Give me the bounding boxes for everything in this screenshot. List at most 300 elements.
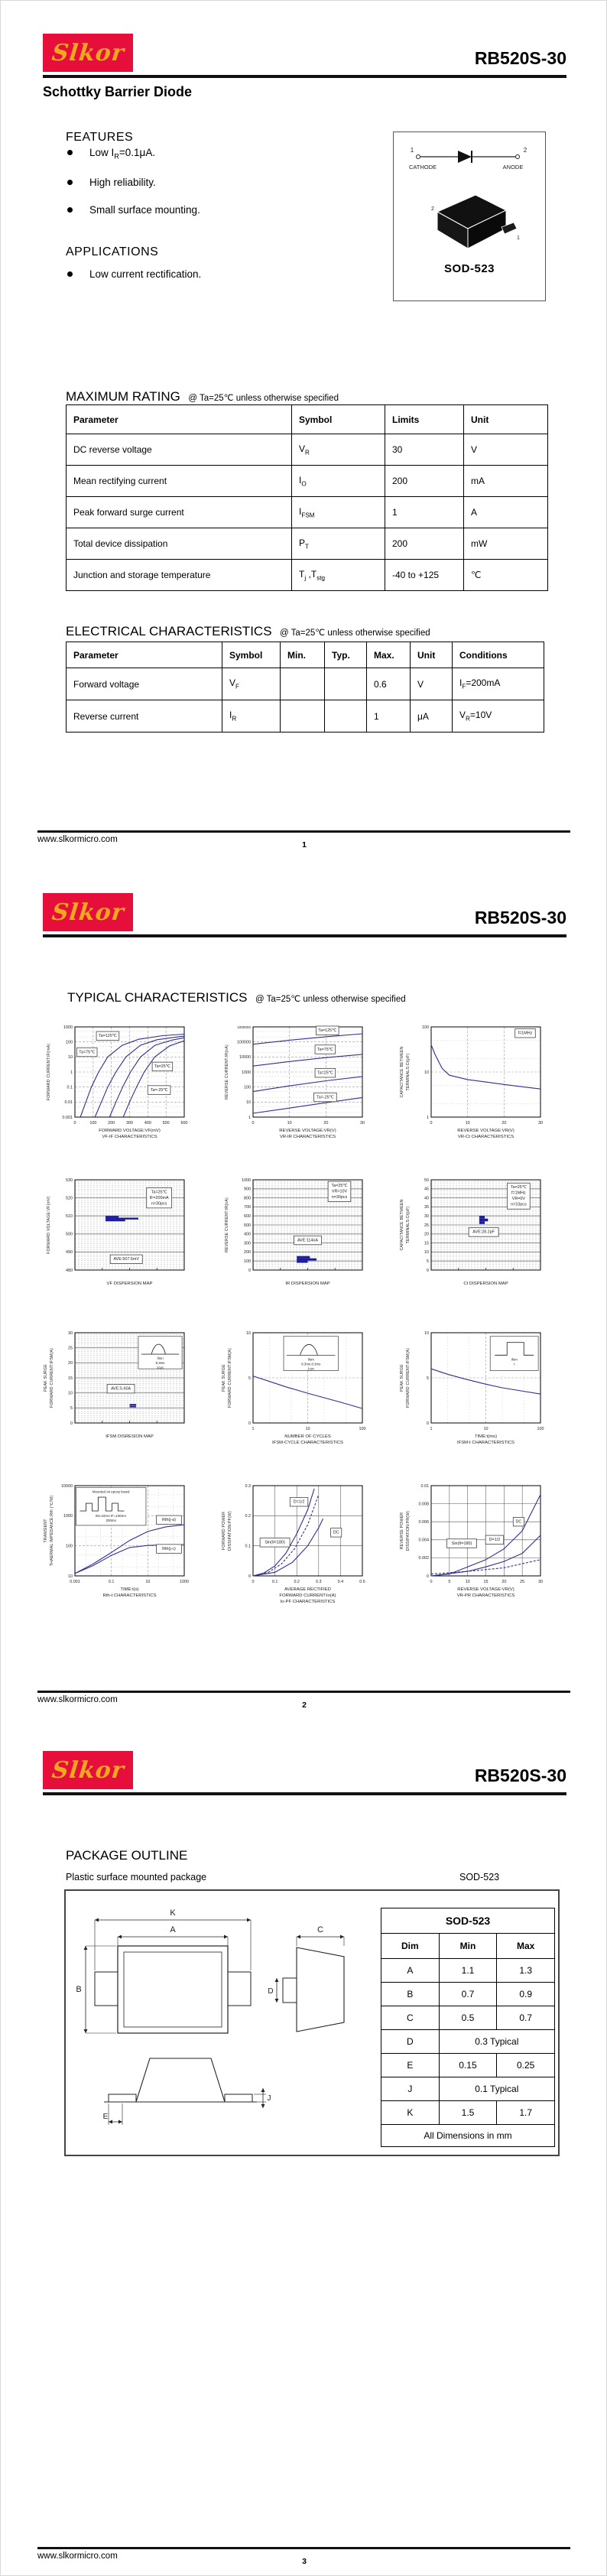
svg-text:20: 20 [323, 1121, 329, 1126]
svg-text:0: 0 [248, 1268, 251, 1273]
svg-text:5: 5 [70, 1406, 73, 1411]
svg-text:45: 45 [424, 1187, 429, 1192]
svg-text:Ifsm: Ifsm [307, 1357, 314, 1362]
svg-text:0.01: 0.01 [420, 1483, 429, 1489]
svg-text:TIME:t(s): TIME:t(s) [120, 1587, 139, 1592]
dim-max: 0.7 [497, 2006, 555, 2030]
svg-text:REVERSE POWER: REVERSE POWER [400, 1512, 404, 1550]
svg-text:40: 40 [424, 1196, 429, 1201]
svg-text:10: 10 [483, 1427, 489, 1431]
table-cell: mA [464, 466, 548, 497]
svg-text:TERMINALS:Ct(pF): TERMINALS:Ct(pF) [406, 1053, 411, 1091]
svg-text:FORWARD VOLTAGE:VF(mV): FORWARD VOLTAGE:VF(mV) [47, 1196, 51, 1254]
table-row [67, 700, 544, 733]
website-link-2[interactable]: www.slkormicro.com [37, 1695, 118, 1704]
svg-text:30: 30 [538, 1580, 543, 1584]
table-cell [325, 668, 367, 700]
table-row [381, 1983, 555, 2006]
chart-rth-t [39, 1481, 213, 1634]
package-outline-type: SOD-523 [459, 1872, 500, 1882]
table-row [67, 560, 548, 591]
svg-text:0.1: 0.1 [67, 1085, 73, 1090]
svg-text:500: 500 [66, 1232, 73, 1237]
max-rating-condition: @ Ta=25℃ unless otherwise specified [188, 394, 339, 403]
svg-text:AVE:28.2pF: AVE:28.2pF [472, 1230, 495, 1235]
table-cell: $V_R=10V$ [453, 700, 544, 733]
svg-text:Ta=-25℃: Ta=-25℃ [150, 1087, 168, 1093]
svg-text:PEAK SURGE: PEAK SURGE [222, 1364, 226, 1392]
svg-text:FORWARD CURRENT:Io(A): FORWARD CURRENT:Io(A) [279, 1593, 336, 1598]
list-item [67, 147, 358, 161]
svg-text:200: 200 [244, 1250, 251, 1256]
svg-text:NUMBER OF CYCLES: NUMBER OF CYCLES [284, 1434, 331, 1439]
svg-text:Ta=75℃: Ta=75℃ [316, 1047, 333, 1052]
svg-text:0.4: 0.4 [337, 1580, 344, 1584]
svg-text:0: 0 [427, 1574, 429, 1579]
svg-text:Ta=25℃: Ta=25℃ [151, 1190, 167, 1195]
column-header: Symbol [222, 642, 281, 668]
svg-text:50: 50 [424, 1178, 429, 1183]
package-outline-subheading: Plastic surface mounted package [66, 1872, 207, 1882]
package-preview-box [393, 132, 546, 301]
table-cell [325, 700, 367, 733]
svg-text:FORWARD POWER: FORWARD POWER [222, 1511, 226, 1551]
svg-text:FORWARD CURRENT:IFSM(A): FORWARD CURRENT:IFSM(A) [50, 1347, 54, 1408]
svg-text:VR-PR CHARACTERISTICS: VR-PR CHARACTERISTICS [456, 1593, 515, 1598]
table-cell: Peak forward surge current [67, 497, 292, 528]
svg-text:Ifsm: Ifsm [511, 1357, 518, 1362]
svg-text:t: t [514, 1362, 515, 1366]
table-cell: $I_R$ [222, 700, 281, 733]
svg-text:0: 0 [430, 1121, 433, 1126]
part-number: RB520S-30 [474, 908, 566, 927]
svg-text:DISSIPATION:PR(W): DISSIPATION:PR(W) [406, 1510, 411, 1551]
svg-text:10: 10 [305, 1427, 310, 1431]
svg-text:300: 300 [244, 1241, 251, 1246]
svg-text:REVERSE CURRENT:IR(nA): REVERSE CURRENT:IR(nA) [225, 1197, 229, 1252]
svg-text:VF-IF CHARACTERISTICS: VF-IF CHARACTERISTICS [102, 1135, 157, 1139]
svg-text:5: 5 [448, 1580, 451, 1584]
svg-text:Sin(θ=180): Sin(θ=180) [451, 1541, 472, 1546]
header-rule [43, 1792, 566, 1795]
svg-text:AVE:5.60A: AVE:5.60A [111, 1386, 131, 1392]
table-cell: DC reverse voltage [67, 434, 292, 466]
table-cell: Reverse current [67, 700, 222, 733]
svg-text:0.3: 0.3 [316, 1580, 322, 1584]
svg-text:Rth(j-a): Rth(j-a) [161, 1518, 176, 1523]
svg-text:100: 100 [359, 1427, 366, 1431]
svg-text:30: 30 [68, 1330, 73, 1336]
list-item-label: Small surface mounting. [89, 203, 200, 216]
svg-text:25: 25 [520, 1580, 525, 1584]
dim-max: 1.7 [497, 2101, 555, 2125]
elec-char-heading [66, 624, 430, 639]
svg-text:530: 530 [66, 1178, 73, 1183]
svg-text:2: 2 [431, 206, 434, 212]
svg-text:1000: 1000 [242, 1070, 251, 1075]
svg-text:0.004: 0.004 [418, 1538, 429, 1543]
svg-text:10: 10 [246, 1330, 251, 1336]
package-3d-image [416, 181, 523, 258]
svg-text:1000: 1000 [242, 1178, 251, 1183]
svg-text:VR=0V: VR=0V [511, 1197, 526, 1202]
page-number-2: 2 [302, 1701, 307, 1710]
svg-text:15: 15 [68, 1376, 73, 1381]
table-cell: V [411, 668, 453, 700]
dim-min: 1.5 [439, 2101, 497, 2125]
svg-text:5: 5 [427, 1259, 429, 1264]
svg-text:0: 0 [427, 1421, 429, 1426]
svg-text:0.2: 0.2 [245, 1514, 251, 1519]
list-item [67, 177, 358, 188]
dim-value: 0.3 Typical [439, 2030, 554, 2054]
svg-text:DC: DC [515, 1519, 522, 1525]
svg-text:TERMINALS:Ct(pF): TERMINALS:Ct(pF) [406, 1206, 411, 1244]
svg-text:CAPACITANCE BETWEEN: CAPACITANCE BETWEEN [400, 1199, 404, 1251]
bullet-icon [67, 180, 73, 185]
table-cell: mW [464, 528, 548, 560]
svg-text:REVERSE VOLTAGE:VR(V): REVERSE VOLTAGE:VR(V) [279, 1129, 336, 1133]
svg-text:100: 100 [66, 1544, 73, 1549]
svg-text:D=1/2: D=1/2 [489, 1538, 501, 1543]
table-row [67, 668, 544, 700]
dim-table-title: SOD-523 [381, 1908, 555, 1934]
table-row [67, 466, 548, 497]
list-item-label: Low $I_R=0.1\mu A$. [89, 147, 156, 161]
page-number-1: 1 [302, 840, 307, 849]
website-link-3[interactable]: www.slkormicro.com [37, 2552, 118, 2561]
svg-text:300: 300 [126, 1121, 133, 1126]
svg-text:400: 400 [244, 1232, 251, 1237]
svg-text:1000000: 1000000 [237, 1025, 251, 1029]
svg-text:25: 25 [68, 1346, 73, 1351]
svg-text:490: 490 [66, 1250, 73, 1256]
svg-text:10: 10 [465, 1580, 470, 1584]
svg-text:100: 100 [422, 1025, 429, 1030]
svg-text:0: 0 [252, 1121, 255, 1126]
svg-text:Rth-t CHARACTERISTICS: Rth-t CHARACTERISTICS [102, 1593, 157, 1598]
svg-text:1000: 1000 [180, 1580, 189, 1584]
dimension-table [381, 1908, 555, 2147]
footer-rule-3 [37, 2547, 570, 2549]
max-rating-table [66, 404, 548, 591]
logo-text: Slkor [50, 898, 126, 926]
svg-text:VR=10V: VR=10V [331, 1189, 348, 1194]
list-item-label: Low current rectification. [89, 268, 202, 280]
svg-text:AVE:507.6mV: AVE:507.6mV [113, 1257, 139, 1262]
svg-text:REVERSE CURRENT:IR(nA): REVERSE CURRENT:IR(nA) [225, 1044, 229, 1100]
chart-ifsm-t [395, 1328, 570, 1481]
dim-max: 0.9 [497, 1983, 555, 2006]
bullet-icon [67, 150, 73, 155]
svg-text:DISSIPATION:PF(W): DISSIPATION:PF(W) [228, 1511, 232, 1551]
table-row [381, 2077, 555, 2101]
svg-text:Io-PF CHARACTERISTICS: Io-PF CHARACTERISTICS [280, 1600, 336, 1604]
table-cell: 0.6 [367, 668, 411, 700]
table-row [381, 1959, 555, 1983]
svg-text:DC: DC [333, 1530, 339, 1535]
svg-text:200: 200 [108, 1121, 115, 1126]
svg-text:REVERSE VOLTAGE:VR(V): REVERSE VOLTAGE:VR(V) [457, 1587, 514, 1592]
svg-text:K: K [170, 1908, 176, 1918]
chart-vr-ir [217, 1022, 391, 1175]
svg-text:Ta=-25℃: Ta=-25℃ [316, 1095, 334, 1100]
svg-text:n=30pcs: n=30pcs [331, 1195, 348, 1200]
svg-text:10: 10 [424, 1250, 429, 1256]
list-item-label: High reliability. [89, 176, 156, 188]
chart-ifsm-cycle [217, 1328, 391, 1481]
svg-text:Ct DISPERSION MAP: Ct DISPERSION MAP [463, 1282, 508, 1286]
svg-text:15: 15 [483, 1580, 489, 1584]
spec-table [66, 404, 548, 591]
column-header: Typ. [325, 642, 367, 668]
dim-letter: B [381, 1983, 440, 2006]
svg-text:FORWARD CURRENT:IFSM(A): FORWARD CURRENT:IFSM(A) [406, 1347, 411, 1408]
dim-max: 1.3 [497, 1959, 555, 1983]
column-header: Max. [367, 642, 411, 668]
table-header-row [67, 405, 548, 434]
svg-text:0.1: 0.1 [108, 1580, 115, 1584]
svg-text:1cyc: 1cyc [157, 1366, 164, 1370]
svg-text:IFSM-CYCLE CHARACTERISTICS: IFSM-CYCLE CHARACTERISTICS [272, 1441, 343, 1445]
table-cell: ℃ [464, 560, 548, 591]
svg-text:Rth(j-c): Rth(j-c) [162, 1546, 176, 1551]
svg-text:5: 5 [248, 1376, 251, 1381]
svg-text:FORWARD VOLTAGE:VF(mV): FORWARD VOLTAGE:VF(mV) [99, 1129, 161, 1133]
svg-text:800: 800 [244, 1196, 251, 1201]
table-cell: $V_F$ [222, 668, 281, 700]
svg-text:20: 20 [424, 1232, 429, 1237]
svg-text:10000: 10000 [61, 1483, 73, 1489]
svg-text:C: C [317, 1925, 323, 1934]
svg-text:100: 100 [537, 1427, 544, 1431]
header-rule [43, 75, 566, 78]
svg-text:15: 15 [424, 1241, 429, 1246]
svg-text:1: 1 [427, 1115, 429, 1120]
svg-text:0.006: 0.006 [418, 1520, 429, 1525]
svg-text:10: 10 [287, 1121, 292, 1126]
table-cell: 1 [385, 497, 464, 528]
table-row [381, 2101, 555, 2125]
package-outline-box [64, 1889, 560, 2156]
dim-table-footer: All Dimensions in mm [381, 2125, 555, 2147]
svg-text:0.1: 0.1 [271, 1580, 278, 1584]
chart-vr-pr [395, 1481, 570, 1634]
svg-text:f=1MHz: f=1MHz [518, 1031, 533, 1036]
svg-text:CATHODE: CATHODE [408, 164, 437, 171]
table-row [67, 434, 548, 466]
svg-text:PEAK SURGE: PEAK SURGE [400, 1364, 404, 1392]
svg-text:VR-Ct CHARACTERISTICS: VR-Ct CHARACTERISTICS [457, 1135, 514, 1139]
svg-text:200ms: 200ms [105, 1519, 116, 1523]
table-cell: Forward voltage [67, 668, 222, 700]
list-item [67, 268, 358, 280]
svg-text:600: 600 [180, 1121, 188, 1126]
svg-text:0.3: 0.3 [245, 1483, 251, 1489]
dim-letter: J [381, 2077, 440, 2101]
svg-text:Ta=25℃: Ta=25℃ [316, 1070, 333, 1076]
applications-list [67, 268, 358, 296]
svg-text:Ta=125℃: Ta=125℃ [98, 1034, 117, 1039]
svg-text:PEAK SURGE: PEAK SURGE [44, 1364, 48, 1392]
package-name-label: SOD-523 [443, 262, 495, 275]
svg-text:520: 520 [66, 1196, 73, 1201]
bullet-icon [67, 271, 73, 277]
chart-io-pf [217, 1481, 391, 1634]
svg-text:A: A [170, 1925, 176, 1934]
svg-text:Ta=125℃: Ta=125℃ [318, 1028, 337, 1033]
svg-text:Ta=25℃: Ta=25℃ [331, 1184, 348, 1189]
table-cell: 200 [385, 466, 464, 497]
svg-text:900: 900 [244, 1187, 251, 1192]
table-cell [281, 700, 325, 733]
svg-text:1000: 1000 [63, 1514, 73, 1519]
svg-text:480: 480 [66, 1268, 73, 1273]
svg-text:0.001: 0.001 [70, 1580, 80, 1584]
page-number-3: 3 [302, 2557, 307, 2566]
list-item [67, 204, 358, 216]
column-header: Min [439, 1934, 497, 1959]
spec-table [66, 642, 544, 733]
svg-text:AVE:114nA: AVE:114nA [297, 1238, 319, 1243]
svg-text:10: 10 [465, 1121, 470, 1126]
svg-text:35: 35 [424, 1205, 429, 1210]
dim-letter: C [381, 2006, 440, 2030]
svg-text:30: 30 [424, 1214, 429, 1219]
column-header: Limits [385, 405, 464, 434]
table-cell: $P_T$ [292, 528, 385, 560]
header-rule [43, 934, 566, 937]
dim-value: 0.1 Typical [439, 2077, 554, 2101]
svg-text:20: 20 [502, 1121, 507, 1126]
table-row [381, 2006, 555, 2030]
svg-text:B: B [76, 1985, 82, 1994]
svg-text:0.001: 0.001 [62, 1115, 73, 1120]
table-cell: 200 [385, 528, 464, 560]
elec-char-table [66, 642, 544, 733]
svg-text:n=30pcs: n=30pcs [151, 1201, 167, 1207]
svg-text:2: 2 [523, 147, 527, 154]
dim-min: 0.7 [439, 1983, 497, 2006]
svg-text:25: 25 [424, 1223, 429, 1228]
chart-ct-dispersion [395, 1175, 570, 1328]
svg-text:0: 0 [430, 1580, 433, 1584]
svg-text:FORWARD CURRENT:IF(mA): FORWARD CURRENT:IF(mA) [47, 1043, 51, 1101]
table-cell: μA [411, 700, 453, 733]
dim-min: 0.15 [439, 2054, 497, 2077]
svg-text:REVERSE VOLTAGE:VR(V): REVERSE VOLTAGE:VR(V) [457, 1129, 514, 1133]
svg-text:IFSM-t CHARACTERISTICS: IFSM-t CHARACTERISTICS [457, 1441, 514, 1445]
svg-text:0: 0 [427, 1268, 429, 1273]
svg-text:30: 30 [538, 1121, 543, 1126]
svg-text:10000: 10000 [239, 1055, 251, 1061]
chart-vf-dispersion [39, 1175, 213, 1328]
svg-text:8.3ms: 8.3ms [155, 1361, 165, 1366]
svg-text:0.008: 0.008 [418, 1502, 429, 1507]
svg-text:20: 20 [502, 1580, 507, 1584]
svg-text:ANODE: ANODE [502, 164, 524, 171]
svg-text:10: 10 [424, 1070, 429, 1075]
svg-text:VR-IR CHARACTERISTICS: VR-IR CHARACTERISTICS [279, 1135, 336, 1139]
svg-text:30: 30 [360, 1121, 365, 1126]
svg-text:D=1/2: D=1/2 [293, 1499, 305, 1505]
svg-text:0: 0 [70, 1421, 73, 1426]
svg-text:10: 10 [68, 1055, 73, 1061]
svg-text:FORWARD CURRENT:IFSM(A): FORWARD CURRENT:IFSM(A) [228, 1347, 232, 1408]
website-link-1[interactable]: www.slkormicro.com [37, 835, 118, 844]
svg-text:1: 1 [248, 1115, 251, 1120]
svg-text:D: D [268, 1987, 274, 1996]
svg-text:1: 1 [517, 236, 520, 241]
svg-text:600: 600 [244, 1214, 251, 1219]
footer-rule-2 [37, 1691, 570, 1693]
dim-letter: D [381, 2030, 440, 2054]
svg-text:Ifsm: Ifsm [157, 1356, 164, 1361]
svg-text:TRANSIENT: TRANSIENT [44, 1519, 48, 1543]
svg-text:Sin(θ=180): Sin(θ=180) [265, 1540, 285, 1545]
part-number: RB520S-30 [474, 1766, 566, 1785]
table-cell: Junction and storage temperature [67, 560, 292, 591]
svg-text:0.2: 0.2 [294, 1580, 300, 1584]
typ-char-condition: @ Ta=25℃ unless otherwise specified [255, 995, 406, 1004]
column-header: Parameter [67, 405, 292, 434]
svg-text:TIME:t(ms): TIME:t(ms) [474, 1434, 498, 1439]
features-heading: FEATURES [66, 131, 134, 144]
characteristics-charts-grid [39, 1022, 570, 1634]
column-header: Symbol [292, 405, 385, 434]
svg-text:0.5: 0.5 [359, 1580, 365, 1584]
svg-text:Ta=25℃: Ta=25℃ [154, 1064, 170, 1070]
bullet-icon [67, 207, 73, 213]
dim-max: 0.25 [497, 2054, 555, 2077]
svg-text:20: 20 [68, 1361, 73, 1366]
svg-text:THAERMAL IMPEDANCE:Rth (℃/W): THAERMAL IMPEDANCE:Rth (℃/W) [50, 1495, 54, 1567]
svg-text:CAPACITANCE BETWEEN: CAPACITANCE BETWEEN [400, 1046, 404, 1098]
max-rating-heading [66, 389, 339, 404]
svg-text:Ta=25℃: Ta=25℃ [510, 1185, 527, 1191]
svg-text:8.3ms 8.3ms: 8.3ms 8.3ms [301, 1362, 321, 1366]
typical-characteristics-heading [67, 990, 406, 1005]
table-header-row [67, 642, 544, 668]
table-cell: $I_{FSM}$ [292, 497, 385, 528]
logo-text: Slkor [50, 1756, 126, 1784]
dim-letter: E [381, 2054, 440, 2077]
svg-text:10: 10 [424, 1330, 429, 1336]
table-row [67, 528, 548, 560]
svg-text:f=1MHz: f=1MHz [511, 1191, 526, 1196]
svg-text:Mounted on epoxy board: Mounted on epoxy board [92, 1489, 130, 1494]
column-header: Min. [281, 642, 325, 668]
table-row [381, 2054, 555, 2077]
column-header: Conditions [453, 642, 544, 668]
svg-text:1: 1 [410, 147, 414, 154]
svg-text:500: 500 [162, 1121, 170, 1126]
svg-text:0: 0 [248, 1574, 251, 1579]
table-cell: V [464, 434, 548, 466]
svg-text:0: 0 [73, 1121, 76, 1126]
column-header: Unit [411, 642, 453, 668]
logo-text: Slkor [50, 39, 126, 67]
table-row [67, 497, 548, 528]
svg-text:500: 500 [244, 1223, 251, 1228]
features-list [67, 147, 358, 232]
footer-rule-1 [37, 830, 570, 833]
chart-vf-if [39, 1022, 213, 1175]
applications-heading: APPLICATIONS [66, 245, 159, 258]
svg-text:IFSM DISRESION MAP: IFSM DISRESION MAP [105, 1434, 154, 1439]
svg-text:n=10pcs: n=10pcs [511, 1202, 527, 1207]
svg-text:510: 510 [66, 1214, 73, 1219]
